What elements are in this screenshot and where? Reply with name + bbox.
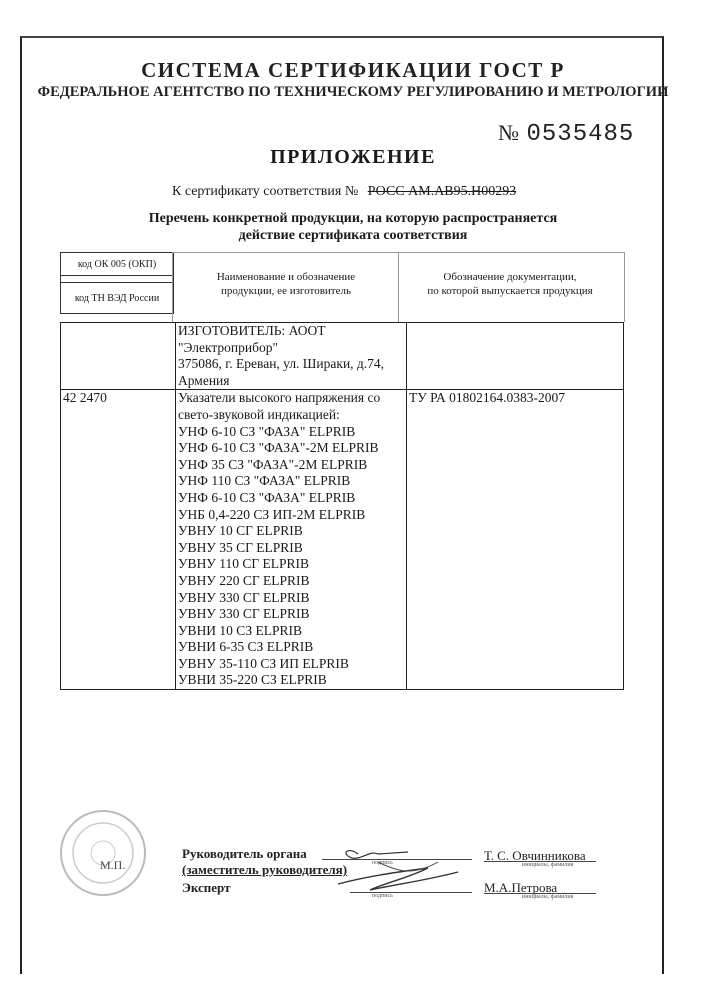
table-row — [61, 323, 624, 390]
product-item: УВНУ 330 СГ ELPRIB — [178, 589, 310, 605]
manufacturer-line: 375086, г. Ереван, ул. Шираки, д.74, — [178, 356, 385, 372]
product-item: УНБ 0,4-220 СЗ ИП-2М ELPRIB — [178, 506, 366, 522]
deputy-label: (заместитель руководителя) — [182, 862, 348, 877]
certificate-reference — [172, 184, 516, 200]
header-divider-1 — [172, 252, 173, 322]
manufacturer-line: ИЗГОТОВИТЕЛЬ: АООТ — [178, 323, 326, 338]
head-signature-hint: подпись — [372, 860, 393, 866]
doc-header-line2: по которой выпускается продукция — [427, 285, 593, 297]
handwritten-signature — [318, 832, 478, 902]
certificate-number: РОСС АМ.АВ95.Н00293 — [367, 184, 517, 199]
list-intro-line2: действие сертификата соответствия — [238, 228, 468, 243]
product-description: свето-звуковой индикацией: — [178, 406, 340, 422]
product-items-list — [178, 424, 406, 690]
product-item: УНФ 6-10 СЗ "ФАЗА" ELPRIB — [178, 423, 356, 439]
list-intro — [0, 210, 706, 244]
form-number-value: 0535485 — [526, 121, 635, 148]
product-item: УНФ 6-10 СЗ "ФАЗА" ELPRIB — [178, 489, 356, 505]
expert-name-hint: инициалы, фамилия — [522, 894, 574, 900]
product-item: УВНУ 110 СГ ELPRIB — [178, 556, 310, 572]
product-item: УВНУ 35 СГ ELPRIB — [178, 539, 303, 555]
seal-stamp — [58, 808, 148, 898]
tnved-code-header: код ТН ВЭД России — [61, 283, 174, 314]
name-column-header — [176, 270, 396, 298]
product-description: Указатели высокого напряжения со — [178, 390, 381, 406]
product-item: УНФ 35 СЗ "ФАЗА"-2М ELPRIB — [178, 456, 368, 472]
product-item: УВНИ 6-35 СЗ ELPRIB — [178, 639, 314, 655]
certificate-prefix: К сертификату соответствия № — [172, 184, 359, 199]
code-header-boxes — [60, 252, 174, 314]
product-item: УВНИ 35-220 СЗ ELPRIB — [178, 672, 327, 688]
expert-name: М.А.Петрова — [484, 880, 558, 895]
list-intro-line1: Перечень конкретной продукции, на которую распространяется — [148, 211, 558, 226]
manufacturer-cell — [176, 323, 407, 390]
expert-label: Эксперт — [182, 880, 231, 895]
head-name-hint: инициалы, фамилия — [522, 862, 574, 868]
name-header-line1: Наименование и обозначение — [216, 271, 356, 283]
number-sign: № — [498, 120, 520, 145]
manufacturer-doc-cell — [407, 323, 624, 390]
name-header-line2: продукции, ее изготовитель — [221, 285, 351, 297]
product-item: УВНУ 220 СГ ELPRIB — [178, 572, 310, 588]
okp-code-header: код ОК 005 (ОКП) — [61, 253, 174, 276]
agency-name: ФЕДЕРАЛЬНОЕ АГЕНТСТВО ПО ТЕХНИЧЕСКОМУ РЕГУЛИРОВАНИЮ И МЕТРОЛОГИИ — [37, 84, 669, 100]
appendix-title: ПРИЛОЖЕНИЕ — [270, 146, 436, 168]
system-title: СИСТЕМА СЕРТИФИКАЦИИ ГОСТ Р — [141, 58, 565, 82]
stamp-place-label: М.П. — [100, 858, 126, 872]
expert-signature-hint: подпись — [372, 893, 393, 899]
doc-column-header — [404, 270, 616, 298]
product-item: УВНУ 35-110 СЗ ИП ELPRIB — [178, 655, 349, 671]
header-divider-3 — [624, 252, 625, 322]
header-divider-2 — [398, 252, 399, 322]
manufacturer-code-cell — [61, 323, 176, 390]
product-item: УВНИ 10 СЗ ELPRIB — [178, 622, 302, 638]
product-table — [60, 322, 624, 690]
product-item: УВНУ 330 СГ ELPRIB — [178, 606, 310, 622]
okp-code-cell — [61, 390, 176, 690]
head-name: Т. С. Овчинникова — [484, 848, 586, 863]
okp-code: 42 2470 — [63, 390, 107, 406]
head-label: Руководитель органа — [182, 846, 307, 861]
manufacturer-line: Армения — [178, 372, 230, 388]
doc-header-line1: Обозначение документации, — [443, 271, 577, 283]
product-item: УНФ 110 СЗ "ФАЗА" ELPRIB — [178, 473, 351, 489]
product-item: УВНУ 10 СГ ELPRIB — [178, 523, 303, 539]
product-item: УНФ 6-10 СЗ "ФАЗА"-2М ELPRIB — [178, 440, 379, 456]
document-cell — [407, 390, 624, 690]
form-number — [498, 120, 634, 148]
product-cell — [176, 390, 407, 690]
product-document: ТУ РА 01802164.0383-2007 — [409, 390, 565, 406]
manufacturer-line: "Электроприбор" — [178, 339, 278, 355]
table-row — [61, 390, 624, 690]
